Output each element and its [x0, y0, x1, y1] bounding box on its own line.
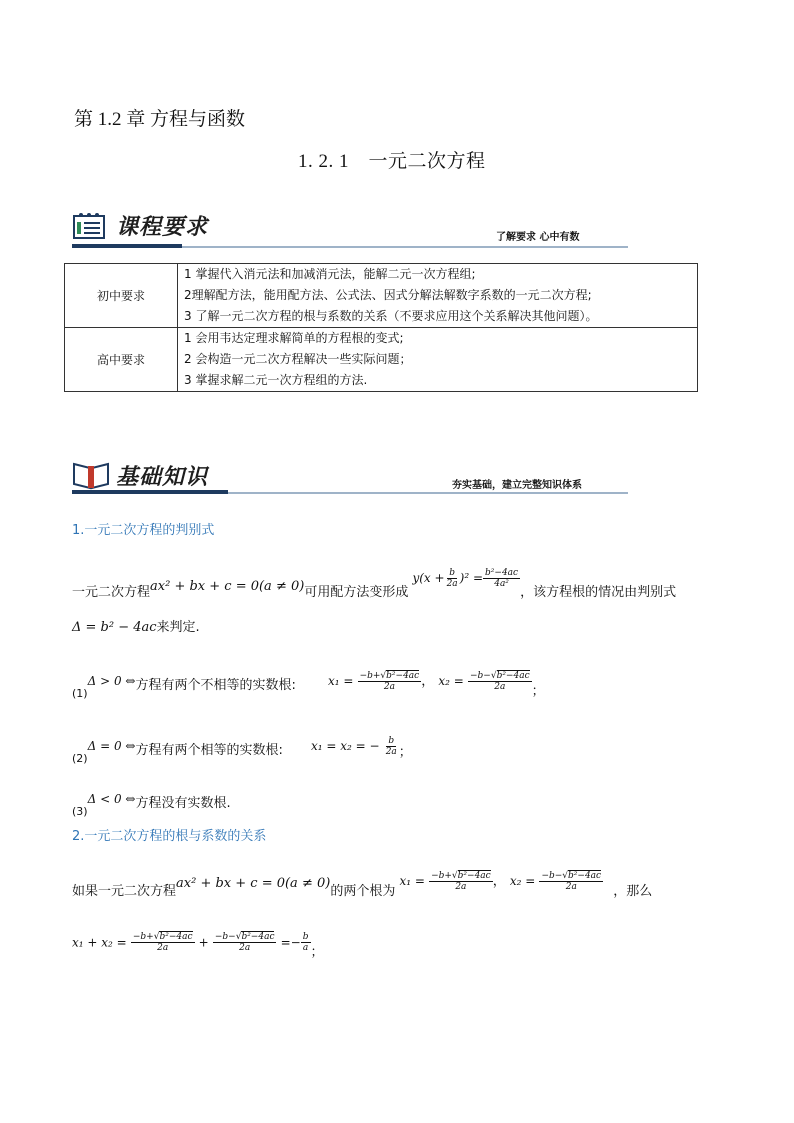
formula-lhs: x₁ + x₂ = — [72, 935, 127, 950]
text: 方程没有实数根. — [135, 796, 231, 811]
banner-title: 课程要求 — [116, 215, 209, 240]
punctuation: ； — [531, 684, 545, 699]
banner-subtitle: 了解要求 心中有数 — [496, 232, 580, 243]
requirements-table — [64, 263, 698, 392]
banner-line — [228, 492, 628, 494]
items-cell — [178, 264, 698, 328]
equation: ax² + bx + c = 0(a ≠ 0) — [150, 579, 305, 594]
case-delta-positive — [72, 670, 545, 700]
category-cell: 高中要求 — [65, 328, 178, 392]
operator: =− — [280, 935, 301, 950]
text: ，那么 — [613, 884, 653, 899]
text: 方程有两个不相等的实数根: — [135, 678, 296, 693]
banner-bar — [72, 490, 228, 494]
banner-line — [182, 246, 628, 248]
paragraph-two-roots — [72, 870, 732, 899]
table-row — [65, 264, 698, 328]
punctuation: ； — [310, 945, 324, 960]
equation: ax² + bx + c = 0(a ≠ 0) — [176, 876, 331, 891]
text: ，该方程根的情况由判别式 — [520, 585, 677, 600]
operator: + — [198, 935, 209, 950]
basic-knowledge-banner — [72, 460, 628, 502]
punctuation: ； — [398, 745, 412, 760]
list-item: 1 会用韦达定理求解简单的方程根的变式; — [184, 331, 404, 345]
category-cell: 初中要求 — [65, 264, 178, 328]
section-heading: 2.一元二次方程的根与系数的关系 — [72, 829, 267, 844]
items-cell — [178, 328, 698, 392]
text: 方程有两个相等的实数根: — [135, 743, 283, 758]
list-item: 3 掌握求解二元一次方程组的方法. — [184, 373, 368, 387]
text: 如果一元二次方程 — [72, 884, 177, 899]
case-label: (3) — [72, 805, 88, 818]
chapter-title: 第 1.2 章 方程与函数 — [74, 109, 246, 130]
course-requirements-banner — [72, 210, 628, 252]
book-icon — [72, 460, 110, 490]
case-delta-zero — [72, 736, 412, 765]
banner-subtitle: 夯实基础，建立完整知识体系 — [452, 480, 582, 491]
case-delta-negative — [72, 792, 231, 818]
banner-title: 基础知识 — [116, 465, 209, 490]
list-item: 1 掌握代入消元法和加减消元法，能解二元一次方程组; — [184, 267, 476, 281]
condition: Δ > 0 ⇔ — [87, 674, 136, 688]
text: 可用配方法变形成 — [304, 585, 409, 600]
list-item: 3 了解一元二次方程的根与系数的关系（不要求应用这个关系解决其他问题）。 — [184, 309, 598, 323]
table-row — [65, 328, 698, 392]
discriminant-formula: Δ = b² − 4ac — [72, 620, 157, 635]
case-label: (1) — [72, 687, 88, 700]
section-title: 1. 2. 1 一元二次方程 — [298, 151, 486, 172]
paragraph-discriminant — [72, 616, 200, 635]
section-heading: 1.一元二次方程的判别式 — [72, 523, 215, 538]
paragraph-completing-square — [72, 568, 732, 600]
roots-formula: x₁ = $\frac{\text{−b+√b²−4ac}}{2a}$ ， x₂ = $\frac{\text{−b−√b²−4ac}}{2a}$ — [327, 671, 530, 692]
text: 一元二次方程 — [72, 585, 151, 600]
condition: Δ = 0 ⇔ — [87, 739, 136, 753]
text: 来判定. — [156, 620, 200, 635]
list-item: 2 会构造一元二次方程解决一些实际问题； — [184, 352, 412, 366]
list-item: 2理解配方法，能用配方法、公式法、因式分解法解数字系数的一元二次方程; — [184, 288, 592, 302]
banner-bar — [72, 244, 182, 248]
text: 的两个根为 — [330, 884, 396, 899]
notebook-icon — [72, 210, 108, 240]
completed-square-formula: y(x + $\frac{b}{2a}$ )² = $\frac{\text{b²−4ac}}{\text{4a²}}$ — [412, 568, 519, 589]
sum-of-roots-formula: x₁ + x₂ = $\frac{\text{−b+√b²−4ac}}{2a}$ + $\frac{\text{−b−√b²−4ac}}{2a}$ =− $\frac{b}{a}$ ； — [72, 932, 324, 960]
roots-formula: x₁ = $\frac{\text{−b+√b²−4ac}}{2a}$ ， x₂ = $\frac{\text{−b−√b²−4ac}}{2a}$ — [399, 871, 602, 892]
condition: Δ < 0 ⇔ — [87, 792, 136, 806]
case-label: (2) — [72, 752, 88, 765]
double-root-formula: x₁ = x₂ = − $\frac{b}{2a}$ — [310, 736, 397, 757]
